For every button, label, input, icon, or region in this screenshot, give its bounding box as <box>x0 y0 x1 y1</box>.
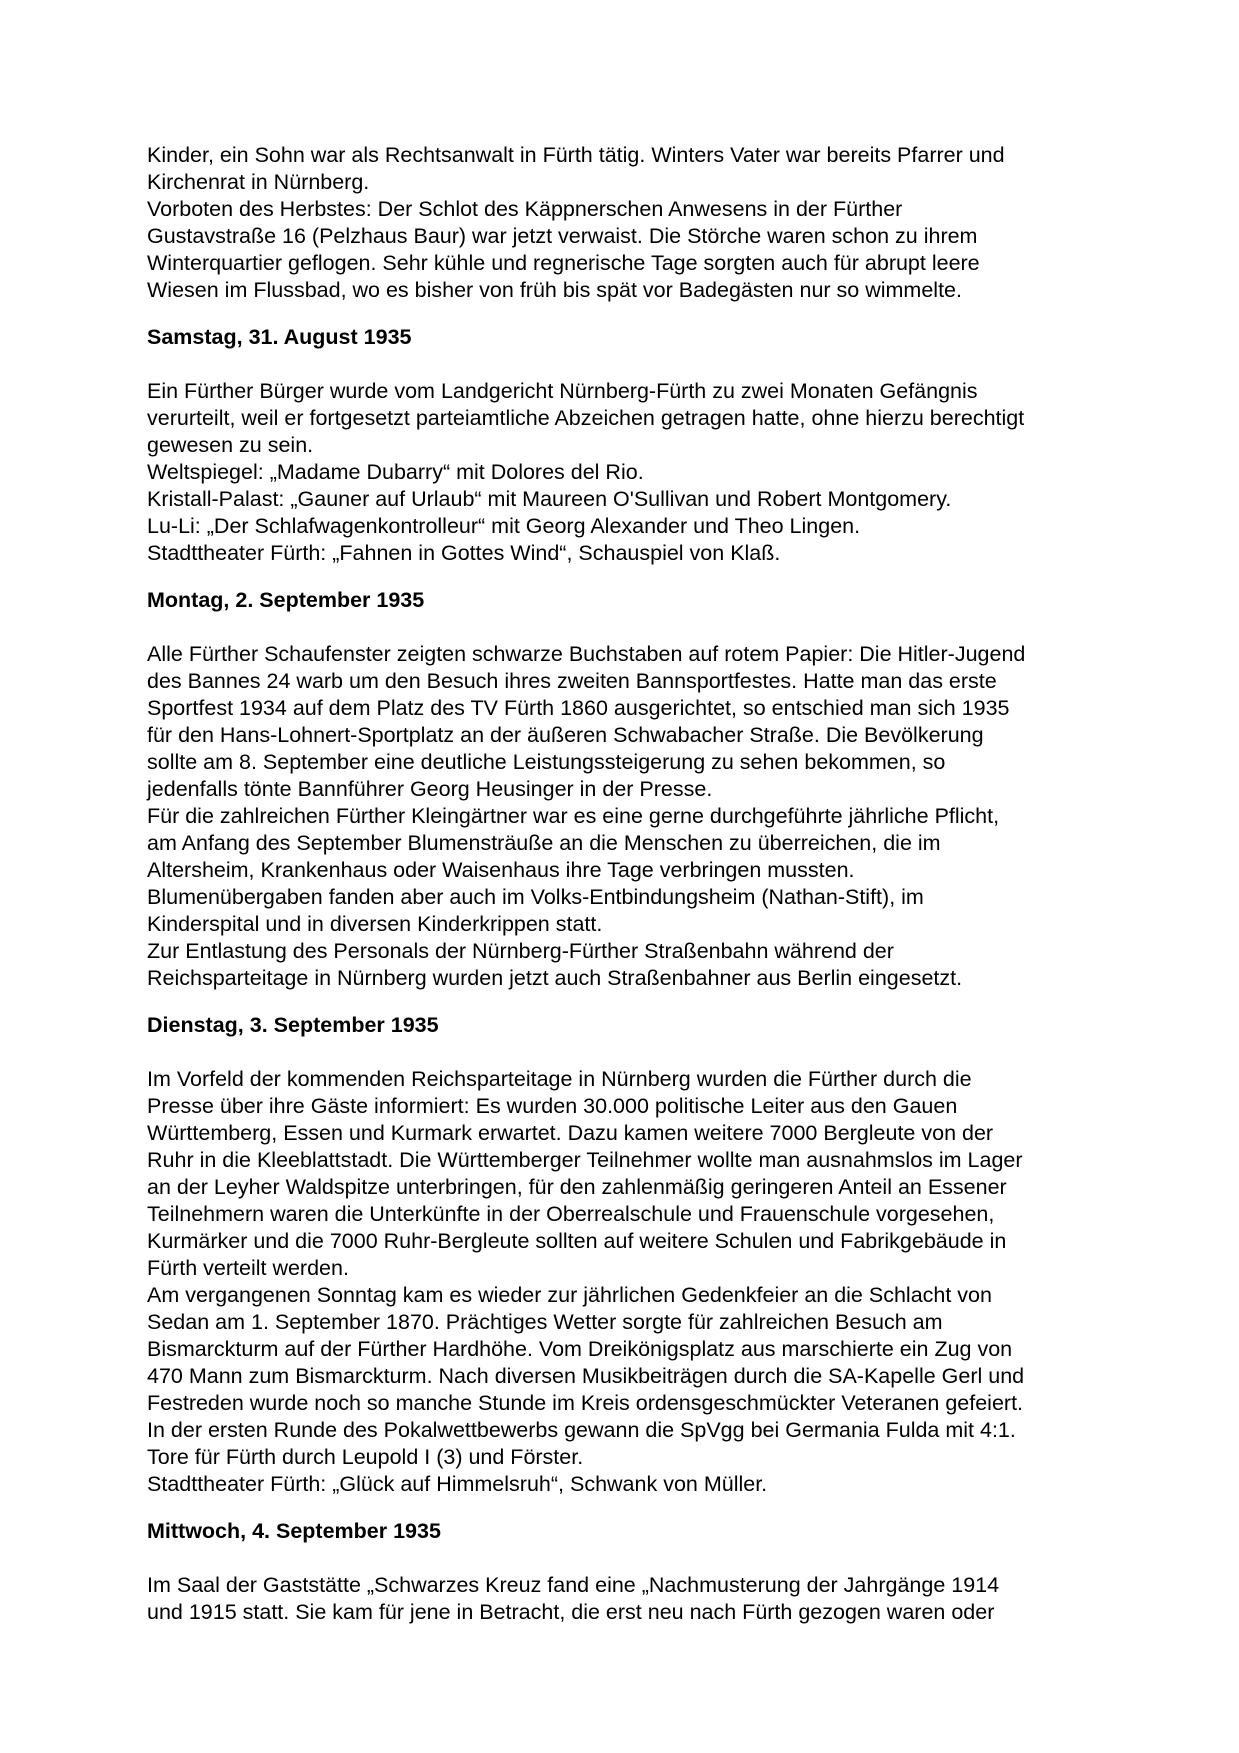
text-line: Teilnehmern waren die Unterkünfte in der Oberrealschule und Frauenschule vorgesehen, <box>147 1202 995 1226</box>
text-line: Württemberg, Essen und Kurmark erwartet. Dazu kamen weitere 7000 Bergleute von der <box>147 1121 994 1145</box>
text-line: In der ersten Runde des Pokalwettbewerbs gewann die SpVgg bei Germania Fulda mit 4:1. <box>147 1418 1016 1442</box>
paragraph <box>147 142 1149 304</box>
text-line: Presse über ihre Gäste informiert: Es wurden 30.000 politische Leiter aus den Gauen <box>147 1094 958 1118</box>
text-line: gewesen zu sein. <box>147 433 314 457</box>
text-line: Kristall-Palast: „Gauner auf Urlaub“ mit Maureen O'Sullivan und Robert Montgomery. <box>147 487 952 511</box>
text-line: 470 Mann zum Bismarckturm. Nach diversen Musikbeiträgen durch die SA-Kapelle Gerl und <box>147 1364 1025 1388</box>
text-line: des Bannes 24 warb um den Besuch ihres zweiten Bannsportfestes. Hatte man das erste <box>147 669 997 693</box>
text-line: Stadttheater Fürth: „Fahnen in Gottes Wind“, Schauspiel von Klaß. <box>147 541 781 565</box>
text-line: Alle Fürther Schaufenster zeigten schwarze Buchstaben auf rotem Papier: Die Hitler-Jugend <box>147 642 1026 666</box>
text-line: Im Saal der Gaststätte „Schwarzes Kreuz fand eine „Nachmusterung der Jahrgänge 1914 <box>147 1573 1000 1597</box>
text-line: Sportfest 1934 auf dem Platz des TV Fürth 1860 ausgerichtet, so entschied man sich 1935 <box>147 696 1010 720</box>
text-line: Kurmärker und die 7000 Ruhr-Bergleute sollten auf weitere Schulen und Fabrikgebäude in <box>147 1229 1007 1253</box>
date-heading: Mittwoch, 4. September 1935 <box>147 1519 441 1543</box>
text-line: am Anfang des September Blumensträuße an die Menschen zu überreichen, die im <box>147 831 941 855</box>
text-line: sollte am 8. September eine deutliche Leistungssteigerung zu sehen bekommen, so <box>147 750 946 774</box>
text-line: Am vergangenen Sonntag kam es wieder zur jährlichen Gedenkfeier an die Schlacht von <box>147 1283 992 1307</box>
text-line: Ruhr in die Kleeblattstadt. Die Württemberger Teilnehmer wollte man ausnahmslos im Lager <box>147 1148 1023 1172</box>
paragraph <box>147 1572 1149 1626</box>
text-line: verurteilt, weil er fortgesetzt parteiamtliche Abzeichen getragen hatte, ohne hierzu berechtigt <box>147 406 1025 430</box>
text-line: jedenfalls tönte Bannführer Georg Heusinger in der Presse. <box>147 777 713 801</box>
paragraph <box>147 1066 1149 1498</box>
paragraph <box>147 378 1149 567</box>
text-line: und 1915 statt. Sie kam für jene in Betracht, die erst neu nach Fürth gezogen waren oder <box>147 1600 995 1624</box>
text-line: Festreden wurde noch so manche Stunde im Kreis ordensgeschmückter Veteranen gefeiert. <box>147 1391 1024 1415</box>
text-line: für den Hans-Lohnert-Sportplatz an der äußeren Schwabacher Straße. Die Bevölkerung <box>147 723 984 747</box>
text-line: Zur Entlastung des Personals der Nürnberg-Fürther Straßenbahn während der <box>147 939 894 963</box>
text-line: Kinderspital und in diversen Kinderkrippen statt. <box>147 912 603 936</box>
text-line: Im Vorfeld der kommenden Reichsparteitage in Nürnberg wurden die Fürther durch die <box>147 1067 972 1091</box>
text-line: Weltspiegel: „Madame Dubarry“ mit Dolores del Rio. <box>147 460 644 484</box>
text-line: Reichsparteitage in Nürnberg wurden jetzt auch Straßenbahner aus Berlin eingesetzt. <box>147 966 963 990</box>
text-line: Fürth verteilt werden. <box>147 1256 349 1280</box>
text-line: Blumenübergaben fanden aber auch im Volks-Entbindungsheim (Nathan-Stift), im <box>147 885 924 909</box>
date-heading: Montag, 2. September 1935 <box>147 588 425 612</box>
text-line: Bismarckturm auf der Fürther Hardhöhe. Vom Dreikönigsplatz aus marschierte ein Zug von <box>147 1337 1013 1361</box>
text-line: Wiesen im Flussbad, wo es bisher von früh bis spät vor Badegästen nur so wimmelte. <box>147 278 962 302</box>
date-heading: Samstag, 31. August 1935 <box>147 325 412 349</box>
text-line: Tore für Fürth durch Leupold I (3) und Förster. <box>147 1445 584 1469</box>
text-line: Für die zahlreichen Fürther Kleingärtner war es eine gerne durchgeführte jährliche Pflicht, <box>147 804 1000 828</box>
text-line: Kirchenrat in Nürnberg. <box>147 170 370 194</box>
document-content <box>147 142 1149 1626</box>
text-line: Winterquartier geflogen. Sehr kühle und regnerische Tage sorgten auch für abrupt leere <box>147 251 980 275</box>
text-line: Vorboten des Herbstes: Der Schlot des Käppnerschen Anwesens in der Fürther <box>147 197 903 221</box>
text-line: Stadttheater Fürth: „Glück auf Himmelsruh“, Schwank von Müller. <box>147 1472 768 1496</box>
text-line: Kinder, ein Sohn war als Rechtsanwalt in Fürth tätig. Winters Vater war bereits Pfarrer und <box>147 143 1005 167</box>
text-line: Lu-Li: „Der Schlafwagenkontrolleur“ mit Georg Alexander und Theo Lingen. <box>147 514 861 538</box>
text-line: Ein Fürther Bürger wurde vom Landgericht Nürnberg-Fürth zu zwei Monaten Gefängnis <box>147 379 978 403</box>
text-line: Sedan am 1. September 1870. Prächtiges Wetter sorgte für zahlreichen Besuch am <box>147 1310 943 1334</box>
text-line: Gustavstraße 16 (Pelzhaus Baur) war jetzt verwaist. Die Störche waren schon zu ihrem <box>147 224 978 248</box>
date-heading: Dienstag, 3. September 1935 <box>147 1013 439 1037</box>
text-line: an der Leyher Waldspitze unterbringen, für den zahlenmäßig geringeren Anteil an Essener <box>147 1175 1007 1199</box>
text-line: Altersheim, Krankenhaus oder Waisenhaus ihre Tage verbringen mussten. <box>147 858 855 882</box>
paragraph <box>147 641 1149 992</box>
